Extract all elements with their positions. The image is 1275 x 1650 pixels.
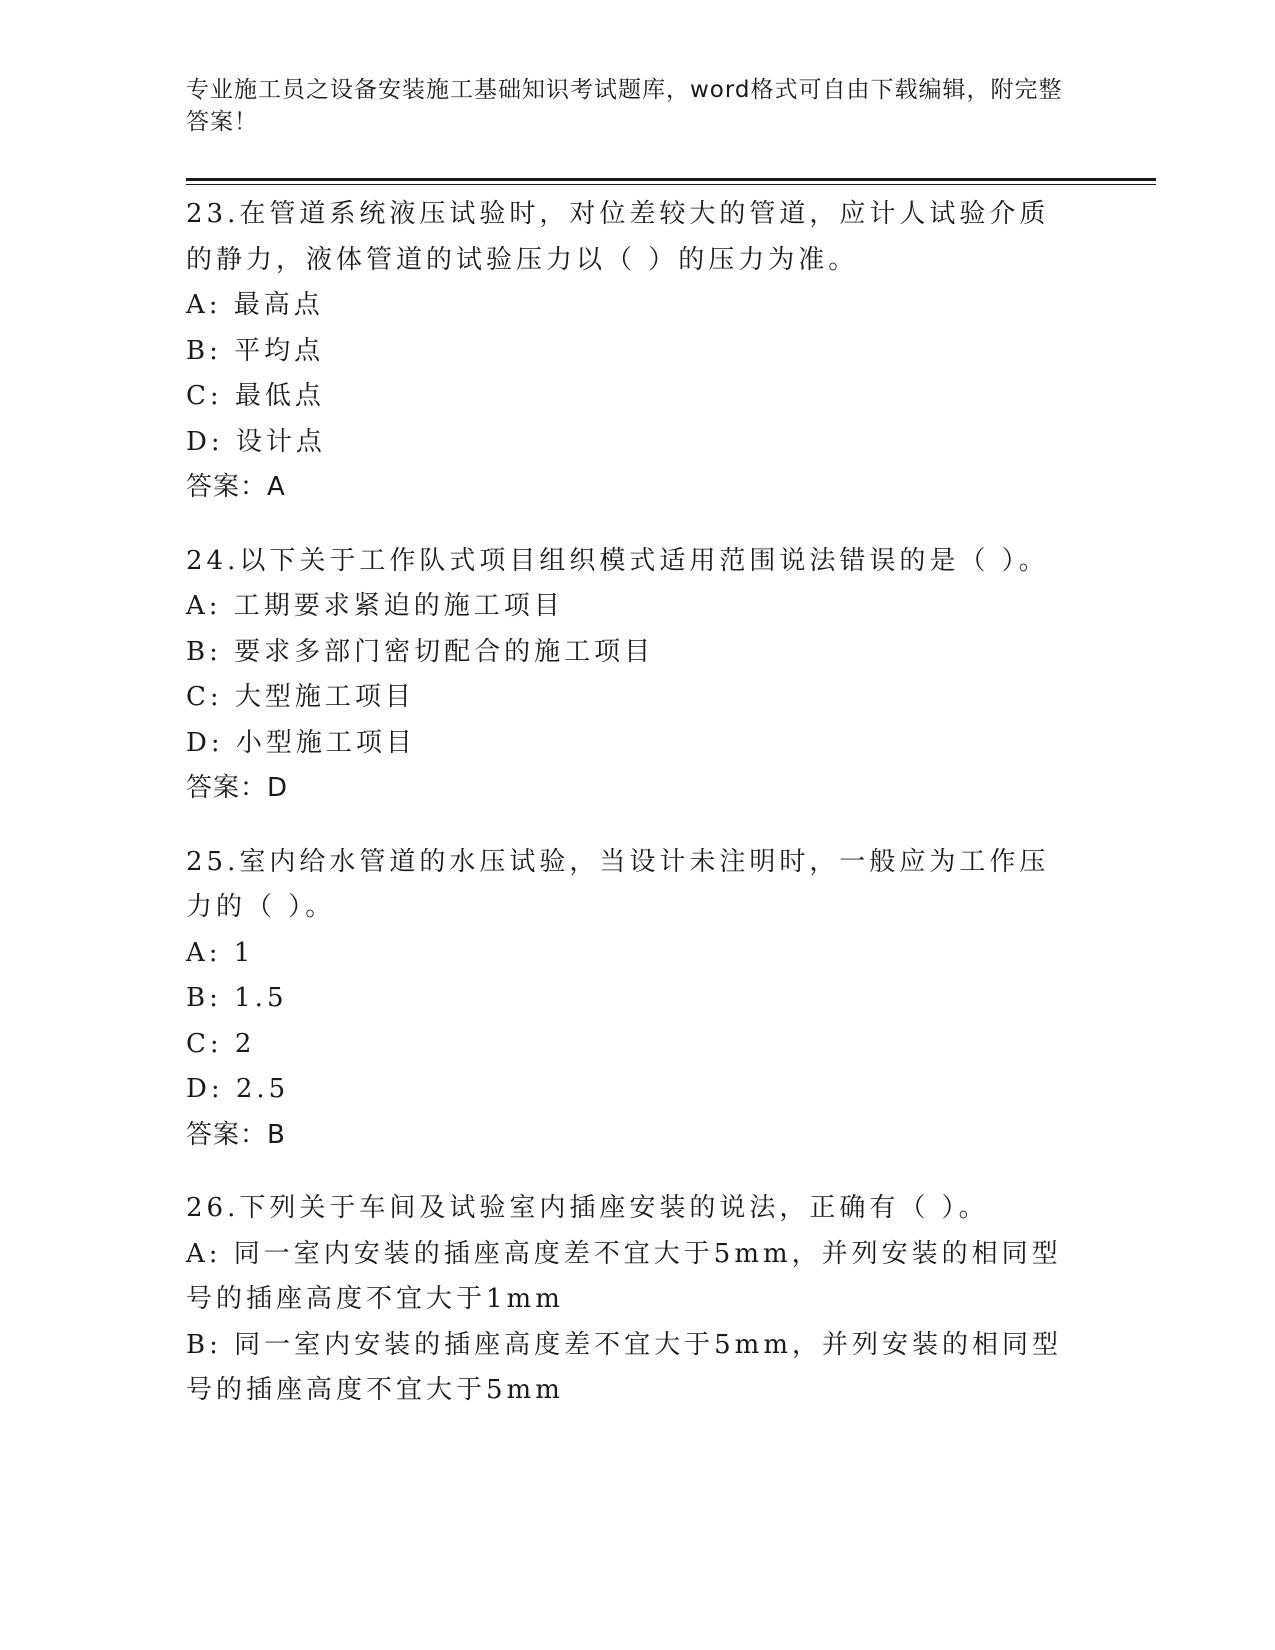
option-c: C: 2: [186, 1028, 256, 1059]
question-text: 26.下列关于车间及试验室内插座安装的说法，正确有（ ）。: [186, 1193, 989, 1223]
answer: 答案：A: [186, 472, 286, 502]
question-text: 25.室内给水管道的水压试验，当设计未注明时，一般应为工作压力的（ ）。: [186, 846, 1050, 922]
option-d: D: 2.5: [186, 1074, 290, 1104]
question-list: [186, 192, 1086, 1442]
option-b: B: 平均点: [186, 335, 325, 366]
option-d: D: 设计点: [186, 426, 326, 457]
option-a: A: 最高点: [186, 290, 324, 320]
question-24: [186, 539, 1086, 812]
question-text: 24.以下关于工作队式项目组织模式适用范围说法错误的是（ ）。: [186, 545, 1049, 576]
header-divider-thin: [186, 184, 1156, 185]
option-b: B: 1.5: [186, 983, 288, 1013]
option-c: C: 大型施工项目: [186, 682, 415, 712]
option-d: D: 小型施工项目: [186, 727, 416, 758]
answer: 答案：B: [186, 1119, 286, 1150]
answer: 答案：D: [186, 773, 289, 803]
question-25: [186, 840, 1086, 1159]
option-c: C: 最低点: [186, 381, 325, 411]
question-text: 23.在管道系统液压试验时，对位差较大的管道，应计人试验介质的静力，液体管道的试验压力以（ ）的压力为准。: [186, 199, 1050, 275]
option-a: A: 同一室内安装的插座高度差不宜大于5mm，并列安装的相同型号的插座高度不宜大于1mm: [186, 1238, 1062, 1314]
document-header: 专业施工员之设备安装施工基础知识考试题库，word格式可自由下载编辑，附完整答案！: [186, 77, 1063, 135]
question-26: [186, 1186, 1086, 1414]
option-a: A: 1: [186, 937, 255, 968]
option-b: B: 同一室内安装的插座高度差不宜大于5mm，并列安装的相同型号的插座高度不宜大于5mm: [186, 1329, 1062, 1405]
question-23: [186, 192, 1086, 511]
option-b: B: 要求多部门密切配合的施工项目: [186, 636, 655, 667]
header-divider-thick: [186, 178, 1156, 181]
option-a: A: 工期要求紧迫的施工项目: [186, 591, 564, 621]
